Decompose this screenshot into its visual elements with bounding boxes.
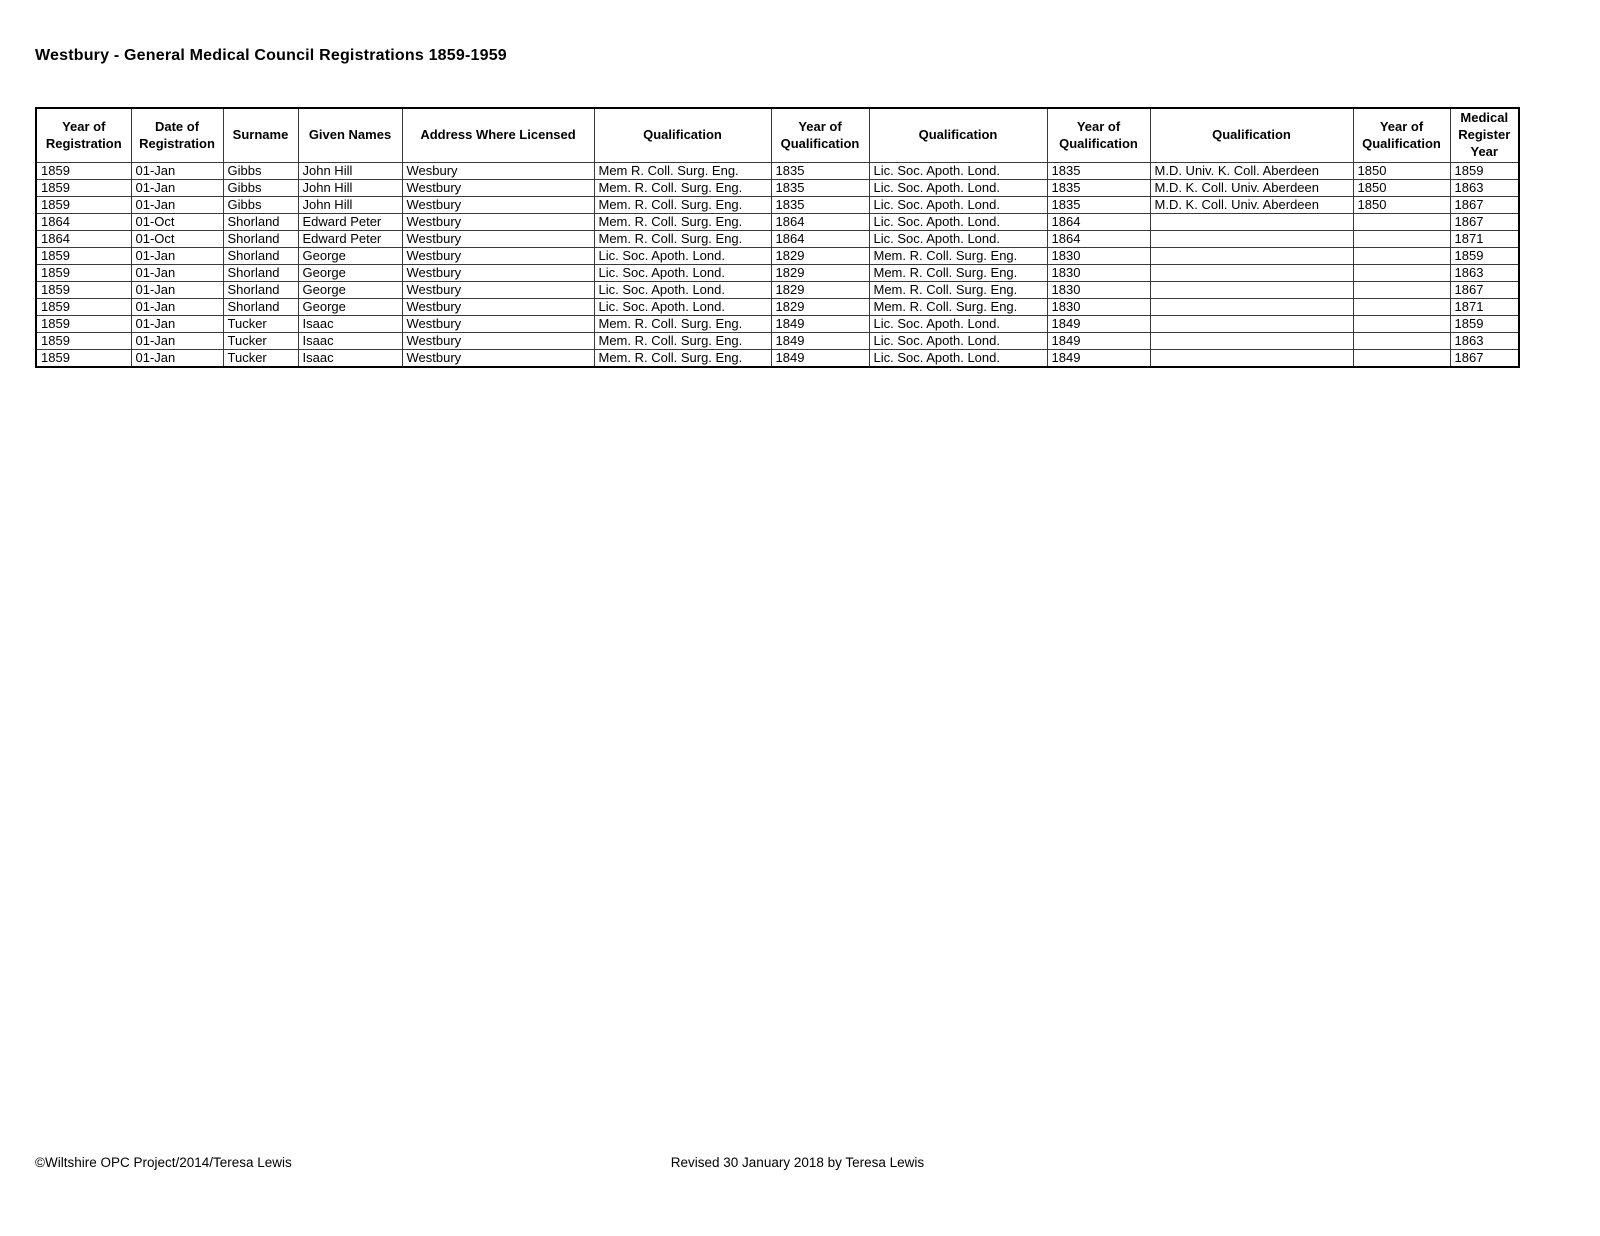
- table-cell: 01-Jan: [131, 180, 223, 197]
- table-cell: Shorland: [223, 231, 298, 248]
- table-cell: 1863: [1450, 180, 1519, 197]
- table-cell: Lic. Soc. Apoth. Lond.: [869, 333, 1047, 350]
- table-cell: Mem R. Coll. Surg. Eng.: [594, 163, 771, 180]
- table-cell: 1849: [771, 333, 869, 350]
- table-cell: [1353, 248, 1450, 265]
- column-header: Date of Registration: [131, 108, 223, 163]
- table-cell: Shorland: [223, 248, 298, 265]
- table-cell: Lic. Soc. Apoth. Lond.: [869, 197, 1047, 214]
- table-cell: [1150, 214, 1353, 231]
- table-cell: Westbury: [402, 180, 594, 197]
- table-cell: 1830: [1047, 282, 1150, 299]
- table-cell: Shorland: [223, 299, 298, 316]
- table-cell: 1849: [1047, 350, 1150, 368]
- table-cell: Lic. Soc. Apoth. Lond.: [869, 350, 1047, 368]
- table-cell: Shorland: [223, 214, 298, 231]
- page-footer: [0, 1155, 1600, 1177]
- table-cell: Mem. R. Coll. Surg. Eng.: [869, 299, 1047, 316]
- table-cell: 1863: [1450, 333, 1519, 350]
- revised-text: Revised 30 January 2018 by Teresa Lewis: [670, 1155, 925, 1170]
- table-cell: 1859: [36, 197, 131, 214]
- table-cell: George: [298, 282, 402, 299]
- table-row: [36, 316, 1519, 333]
- table-cell: 1864: [36, 214, 131, 231]
- table-cell: 1871: [1450, 299, 1519, 316]
- table-cell: Isaac: [298, 333, 402, 350]
- table-cell: Mem. R. Coll. Surg. Eng.: [594, 316, 771, 333]
- column-header: Year of Qualification: [1353, 108, 1450, 163]
- table-cell: 1859: [1450, 163, 1519, 180]
- table-cell: 1849: [771, 350, 869, 368]
- table-row: [36, 299, 1519, 316]
- table-cell: Westbury: [402, 333, 594, 350]
- table-cell: Lic. Soc. Apoth. Lond.: [869, 163, 1047, 180]
- table-row: [36, 282, 1519, 299]
- table-cell: [1353, 231, 1450, 248]
- table-cell: George: [298, 248, 402, 265]
- table-cell: [1150, 231, 1353, 248]
- table-cell: 1829: [771, 248, 869, 265]
- table-cell: [1150, 265, 1353, 282]
- table-cell: Mem. R. Coll. Surg. Eng.: [594, 214, 771, 231]
- column-header: Year of Qualification: [1047, 108, 1150, 163]
- table-cell: [1150, 333, 1353, 350]
- table-cell: Lic. Soc. Apoth. Lond.: [869, 214, 1047, 231]
- table-cell: 1835: [771, 197, 869, 214]
- table-row: [36, 197, 1519, 214]
- table-cell: John Hill: [298, 163, 402, 180]
- page-title: Westbury - General Medical Council Registrations 1859-1959: [35, 47, 507, 64]
- column-header: Year of Qualification: [771, 108, 869, 163]
- table-cell: Isaac: [298, 350, 402, 368]
- column-header: Surname: [223, 108, 298, 163]
- table-cell: Mem. R. Coll. Surg. Eng.: [869, 265, 1047, 282]
- column-header: Qualification: [1150, 108, 1353, 163]
- table-cell: 1859: [36, 350, 131, 368]
- table-row: [36, 214, 1519, 231]
- table-cell: Westbury: [402, 214, 594, 231]
- table-header-row: [36, 108, 1519, 163]
- table-cell: 1829: [771, 265, 869, 282]
- table-cell: 1864: [36, 231, 131, 248]
- table-header: [36, 108, 1519, 163]
- table-cell: 1850: [1353, 197, 1450, 214]
- table-cell: [1353, 333, 1450, 350]
- table-cell: Westbury: [402, 299, 594, 316]
- table-cell: 1859: [1450, 316, 1519, 333]
- table-cell: 1830: [1047, 265, 1150, 282]
- table-cell: 01-Jan: [131, 197, 223, 214]
- table-row: [36, 231, 1519, 248]
- table-cell: Edward Peter: [298, 231, 402, 248]
- table-cell: 1867: [1450, 214, 1519, 231]
- table-cell: [1353, 316, 1450, 333]
- table-cell: Westbury: [402, 248, 594, 265]
- table-row: [36, 350, 1519, 368]
- table-cell: [1353, 350, 1450, 368]
- table-cell: Lic. Soc. Apoth. Lond.: [594, 282, 771, 299]
- table-cell: 1830: [1047, 299, 1150, 316]
- column-header: Qualification: [869, 108, 1047, 163]
- table-cell: 01-Jan: [131, 316, 223, 333]
- table-cell: Mem. R. Coll. Surg. Eng.: [869, 248, 1047, 265]
- table-cell: 1867: [1450, 350, 1519, 368]
- table-row: [36, 163, 1519, 180]
- table-cell: 1829: [771, 282, 869, 299]
- table-cell: 1830: [1047, 248, 1150, 265]
- table-cell: [1150, 282, 1353, 299]
- table-cell: Gibbs: [223, 180, 298, 197]
- table-cell: 1849: [771, 316, 869, 333]
- table-cell: 1863: [1450, 265, 1519, 282]
- table-cell: 01-Jan: [131, 248, 223, 265]
- table-cell: Lic. Soc. Apoth. Lond.: [594, 265, 771, 282]
- table-cell: 1859: [36, 333, 131, 350]
- table-cell: George: [298, 299, 402, 316]
- table-cell: Isaac: [298, 316, 402, 333]
- table-cell: 1867: [1450, 282, 1519, 299]
- table-cell: 1835: [771, 180, 869, 197]
- table-cell: Westbury: [402, 231, 594, 248]
- table-cell: Westbury: [402, 265, 594, 282]
- table-cell: Mem. R. Coll. Surg. Eng.: [594, 333, 771, 350]
- table-cell: Edward Peter: [298, 214, 402, 231]
- table-cell: M.D. K. Coll. Univ. Aberdeen: [1150, 197, 1353, 214]
- column-header: Medical Register Year: [1450, 108, 1519, 163]
- table-cell: Lic. Soc. Apoth. Lond.: [869, 316, 1047, 333]
- copyright-text: ©Wiltshire OPC Project/2014/Teresa Lewis: [35, 1155, 292, 1170]
- table-cell: [1353, 265, 1450, 282]
- table-cell: 01-Jan: [131, 265, 223, 282]
- table-cell: 1850: [1353, 180, 1450, 197]
- table-cell: 01-Jan: [131, 163, 223, 180]
- table-cell: Westbury: [402, 316, 594, 333]
- table-cell: Gibbs: [223, 197, 298, 214]
- table-cell: 01-Jan: [131, 299, 223, 316]
- table-cell: Mem. R. Coll. Surg. Eng.: [594, 350, 771, 368]
- table-cell: [1353, 299, 1450, 316]
- table-cell: Mem. R. Coll. Surg. Eng.: [594, 180, 771, 197]
- table-cell: 1859: [36, 248, 131, 265]
- column-header: Given Names: [298, 108, 402, 163]
- table-cell: George: [298, 265, 402, 282]
- table-cell: Wesbury: [402, 163, 594, 180]
- table-cell: 1859: [36, 316, 131, 333]
- table-cell: 1849: [1047, 333, 1150, 350]
- table-body: [36, 163, 1519, 368]
- table-cell: 1835: [1047, 197, 1150, 214]
- table-cell: [1353, 214, 1450, 231]
- table-cell: Lic. Soc. Apoth. Lond.: [594, 299, 771, 316]
- table-cell: 1864: [771, 214, 869, 231]
- table-cell: Tucker: [223, 316, 298, 333]
- table-cell: 1864: [1047, 231, 1150, 248]
- table-cell: 1859: [1450, 248, 1519, 265]
- table-cell: 1859: [36, 180, 131, 197]
- table-cell: 01-Oct: [131, 214, 223, 231]
- table-cell: 1871: [1450, 231, 1519, 248]
- table-cell: John Hill: [298, 180, 402, 197]
- table-cell: 1829: [771, 299, 869, 316]
- table-cell: Tucker: [223, 333, 298, 350]
- table-cell: 1849: [1047, 316, 1150, 333]
- table-cell: Westbury: [402, 197, 594, 214]
- table-cell: Shorland: [223, 265, 298, 282]
- table-cell: 1835: [771, 163, 869, 180]
- table-cell: [1150, 350, 1353, 368]
- table-cell: 1864: [1047, 214, 1150, 231]
- table-cell: 01-Jan: [131, 282, 223, 299]
- table-cell: 1859: [36, 282, 131, 299]
- table-row: [36, 265, 1519, 282]
- table-cell: 1835: [1047, 180, 1150, 197]
- table-cell: [1150, 316, 1353, 333]
- column-header: Qualification: [594, 108, 771, 163]
- table-cell: 1864: [771, 231, 869, 248]
- column-header: Address Where Licensed: [402, 108, 594, 163]
- table-cell: Mem. R. Coll. Surg. Eng.: [594, 231, 771, 248]
- table-row: [36, 248, 1519, 265]
- table-cell: 1835: [1047, 163, 1150, 180]
- table-cell: 1850: [1353, 163, 1450, 180]
- table-cell: M.D. K. Coll. Univ. Aberdeen: [1150, 180, 1353, 197]
- table-cell: [1353, 282, 1450, 299]
- table-cell: Lic. Soc. Apoth. Lond.: [869, 180, 1047, 197]
- table-cell: 1859: [36, 163, 131, 180]
- table-cell: John Hill: [298, 197, 402, 214]
- column-header: Year of Registration: [36, 108, 131, 163]
- table-row: [36, 180, 1519, 197]
- table-cell: 1859: [36, 265, 131, 282]
- table-cell: 01-Jan: [131, 333, 223, 350]
- table-cell: Tucker: [223, 350, 298, 368]
- registrations-table: [35, 107, 1520, 368]
- table-cell: Westbury: [402, 350, 594, 368]
- table-cell: Gibbs: [223, 163, 298, 180]
- table-cell: Mem. R. Coll. Surg. Eng.: [869, 282, 1047, 299]
- table-cell: [1150, 299, 1353, 316]
- table-cell: [1150, 248, 1353, 265]
- table-cell: 1867: [1450, 197, 1519, 214]
- table-cell: 01-Oct: [131, 231, 223, 248]
- table-cell: 01-Jan: [131, 350, 223, 368]
- table-cell: Shorland: [223, 282, 298, 299]
- table-cell: M.D. Univ. K. Coll. Aberdeen: [1150, 163, 1353, 180]
- table-cell: Lic. Soc. Apoth. Lond.: [594, 248, 771, 265]
- table-cell: 1859: [36, 299, 131, 316]
- table-cell: Westbury: [402, 282, 594, 299]
- table-row: [36, 333, 1519, 350]
- table-cell: Mem. R. Coll. Surg. Eng.: [594, 197, 771, 214]
- table-cell: Lic. Soc. Apoth. Lond.: [869, 231, 1047, 248]
